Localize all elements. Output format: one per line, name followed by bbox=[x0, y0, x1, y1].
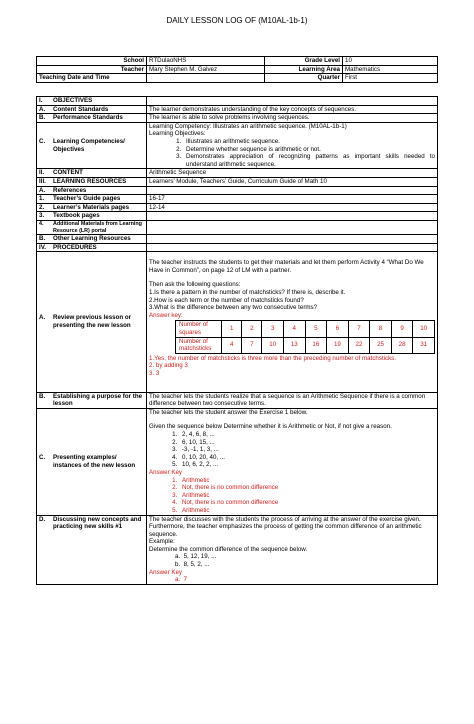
discussion-text: Furthermore, the teacher emphasizes the process of getting the common difference of an arithmetic sequence. bbox=[149, 523, 422, 538]
content-standards-row bbox=[37, 105, 438, 114]
squares-row bbox=[176, 321, 435, 337]
squares-cell: 9 bbox=[391, 321, 413, 337]
procedures-row bbox=[37, 243, 438, 252]
review-answer: 2. by adding 3 bbox=[149, 362, 188, 370]
references-label: References bbox=[53, 186, 87, 194]
discussion-item: b. 8, 5, 2, ... bbox=[175, 561, 210, 569]
exercise-answer: 1. Arithmetic bbox=[179, 477, 435, 485]
area-value: Mathematics bbox=[343, 65, 438, 74]
procedures-label: PROCEDURES bbox=[53, 243, 97, 251]
purpose-text: The teacher lets the students realize that a sequence is an Arithmetic Sequence if there is a common difference between two consecutive terms. bbox=[147, 392, 438, 408]
textbook-label: Textbook pages bbox=[53, 212, 100, 220]
learners-materials-row bbox=[37, 203, 438, 212]
header-row-teacher bbox=[37, 65, 438, 74]
additional-materials-text bbox=[147, 220, 438, 234]
squares-cell: 4 bbox=[284, 321, 306, 337]
exercise-answer: 4. Not, there is no common difference bbox=[179, 499, 435, 507]
other-resources-row bbox=[37, 235, 438, 244]
content-num: II. bbox=[39, 169, 45, 177]
lesson-table bbox=[36, 96, 438, 585]
matchsticks-cell: 13 bbox=[284, 337, 306, 353]
competency-line: Learning Competency: Illustrates an arithmetic sequence. (M10AL-1b-1) bbox=[149, 122, 347, 130]
discussion-example: Example: bbox=[149, 538, 175, 546]
review-label: Review previous lesson or presenting the new lesson bbox=[53, 314, 132, 329]
discussion-prompt: Determine the common difference of the sequence below. bbox=[149, 545, 308, 553]
grade-label: Grade Level bbox=[265, 57, 343, 66]
discussion-cell bbox=[147, 515, 438, 584]
procedures-num: IV. bbox=[39, 243, 46, 251]
examples-intro: The teacher lets the student answer the Exercise 1 below. bbox=[149, 408, 308, 416]
exercise-list bbox=[149, 431, 435, 469]
textbook-row bbox=[37, 212, 438, 221]
textbook-key: 3. bbox=[39, 212, 45, 220]
review-ask: Then ask the following questions: bbox=[149, 281, 241, 289]
school-value: RTDulaoNHS bbox=[147, 57, 265, 66]
matchsticks-cell: 4 bbox=[222, 337, 242, 353]
exercise-item: 2. 6, 10, 15, ... bbox=[179, 439, 435, 447]
matchsticks-cell: 7 bbox=[242, 337, 262, 353]
additional-materials-label: Additional Materials from Learning Resource (LR) portal bbox=[53, 220, 142, 234]
content-label: CONTENT bbox=[53, 169, 83, 177]
objective-item: 2. Determine whether sequence is arithmetic or not. bbox=[183, 146, 435, 154]
references-row bbox=[37, 186, 438, 195]
purpose-key: B. bbox=[39, 392, 46, 400]
squares-cell: 8 bbox=[370, 321, 392, 337]
review-question: 2.How is each term or the number of matchsticks found? bbox=[149, 296, 304, 304]
discussion-item: a. 5, 12, 19, ... bbox=[175, 553, 217, 561]
exercise-answer: 3. Arithmetic bbox=[179, 492, 435, 500]
matchsticks-cell: 16 bbox=[305, 337, 327, 353]
squares-cell: 3 bbox=[262, 321, 284, 337]
page-title: DAILY LESSON LOG OF (M10AL-1b-1) bbox=[166, 16, 308, 25]
objectives-row bbox=[37, 97, 438, 106]
squares-cell: 2 bbox=[242, 321, 262, 337]
answer-key-label: Answer key: bbox=[149, 311, 183, 319]
matchsticks-label: Number of matchsticks bbox=[176, 337, 222, 353]
learners-materials-label: Learner’s Materials pages bbox=[53, 203, 130, 211]
matchsticks-cell: 28 bbox=[391, 337, 413, 353]
exercise-answer: 2. Not, there is no common difference bbox=[179, 484, 435, 492]
date-value bbox=[147, 74, 265, 83]
other-resources-key: B. bbox=[39, 235, 46, 243]
exercise-item: 1. 2, 4, 6, 8, ... bbox=[179, 431, 435, 439]
teachers-guide-label: Teacher’s Guide pages bbox=[53, 195, 121, 203]
grade-value: 10 bbox=[343, 57, 438, 66]
squares-cell: 10 bbox=[413, 321, 435, 337]
date-label: Teaching Date and Time bbox=[37, 74, 147, 83]
quarter-value: First bbox=[343, 74, 438, 83]
examples-cell bbox=[147, 408, 438, 515]
content-row bbox=[37, 169, 438, 178]
objectives-list bbox=[149, 138, 435, 168]
competencies-label: Learning Competencies/ Objectives bbox=[53, 137, 125, 153]
competencies-key: C. bbox=[39, 137, 46, 145]
references-key: A. bbox=[39, 186, 46, 194]
discussion-key-label: Answer Key bbox=[149, 568, 183, 576]
other-resources-text bbox=[147, 235, 438, 244]
resources-row bbox=[37, 177, 438, 186]
content-text: Arithmetic Sequence bbox=[147, 169, 438, 178]
examples-key-label: Answer Key bbox=[149, 468, 183, 476]
discussion-label: Discussing new concepts and practicing new skills #1 bbox=[53, 515, 142, 531]
squares-label: Number of squares bbox=[176, 321, 222, 337]
resources-label: LEARNING RESOURCES bbox=[53, 177, 127, 185]
quarter-label: Quarter bbox=[265, 74, 343, 83]
school-label: School bbox=[37, 57, 147, 66]
additional-materials-row bbox=[37, 220, 438, 234]
competencies-row bbox=[37, 122, 438, 169]
discussion-item-text: 5, 12, 19, ... bbox=[183, 553, 217, 561]
exercise-answers bbox=[149, 477, 435, 515]
learners-materials-pages: 12-14 bbox=[147, 203, 438, 212]
header-row-date bbox=[37, 74, 438, 83]
competencies-cell bbox=[147, 122, 438, 169]
objectives-intro: Learning Objectives: bbox=[149, 130, 206, 138]
area-label: Learning Area bbox=[265, 65, 343, 74]
examples-key: C. bbox=[39, 454, 46, 462]
examples-row bbox=[37, 408, 438, 515]
exercise-item: 3. -3, -1, 1, 3, ... bbox=[179, 446, 435, 454]
review-cell bbox=[147, 252, 438, 392]
examples-given: Given the sequence below Determine whether it is Arithmetic or Not, if not give a reason. bbox=[149, 423, 392, 431]
exercise-answer: 5. Arithmetic bbox=[179, 507, 435, 515]
review-answer: 3. 3 bbox=[149, 370, 160, 377]
performance-standards-key: B. bbox=[39, 114, 46, 122]
matchsticks-cell: 25 bbox=[370, 337, 392, 353]
objectives-heading bbox=[37, 97, 147, 106]
header-row-school bbox=[37, 57, 438, 66]
matchsticks-cell: 19 bbox=[327, 337, 349, 353]
discussion-item-text: 8, 5, 2, ... bbox=[183, 561, 210, 569]
resources-num: III. bbox=[39, 177, 46, 185]
discussion-answer: a. 7 bbox=[175, 576, 188, 584]
discussion-row bbox=[37, 515, 438, 584]
review-intro: The teacher instructs the students to get their materials and let them perform Activity 4 “What Do We Have in Common”, on page 12 of LM with a partner. bbox=[149, 259, 424, 274]
review-key: A. bbox=[39, 314, 46, 322]
discussion-answer-text: 7 bbox=[183, 576, 188, 584]
content-standards-key: A. bbox=[39, 105, 46, 113]
additional-materials-key: 4. bbox=[39, 220, 44, 227]
performance-standards-label: Performance Standards bbox=[53, 114, 123, 122]
purpose-row bbox=[37, 392, 438, 408]
teachers-guide-pages: 16-17 bbox=[147, 195, 438, 204]
review-question: 1.Is there a pattern in the number of matchsticks? If there is, describe it. bbox=[149, 289, 346, 297]
resources-text: Learners’ Module, Teachers’ Guide, Curriculum Guide of Math 10 bbox=[147, 177, 438, 186]
matchsticks-cell: 10 bbox=[262, 337, 284, 353]
performance-standards-row bbox=[37, 114, 438, 123]
squares-cell: 1 bbox=[222, 321, 242, 337]
review-question: 3.What is the difference between any two consecutive terms? bbox=[149, 304, 318, 312]
teachers-guide-key: 1. bbox=[39, 195, 45, 203]
objectives-num: I. bbox=[39, 97, 43, 104]
review-answer: 1.Yes, the number of matchsticks is three more than the preceding number of matchsticks. bbox=[149, 354, 397, 362]
header-table bbox=[36, 56, 438, 83]
textbook-pages bbox=[147, 212, 438, 221]
content-standards-label: Content Standards bbox=[53, 105, 109, 113]
exercise-item: 4. 0, 10, 20, 40, ... bbox=[179, 454, 435, 462]
matchstick-table bbox=[175, 320, 435, 353]
matchsticks-cell: 31 bbox=[413, 337, 435, 353]
content-standards-text: The learner demonstrates understanding of the key concepts of sequences. bbox=[147, 105, 438, 114]
objective-item: 3. Demonstrates appreciation of recognizing patterns as important skills needed to understand arithmetic sequence. bbox=[183, 153, 435, 168]
learners-materials-key: 2. bbox=[39, 203, 45, 211]
other-resources-label: Other Learning Resources bbox=[53, 235, 131, 243]
exercise-item: 5. 10, 6, 2, 2, ... bbox=[179, 461, 435, 469]
review-row bbox=[37, 252, 438, 392]
objectives-label: OBJECTIVES bbox=[53, 97, 93, 104]
objective-item: 1. Illustrates an arithmetic sequence. bbox=[183, 138, 435, 146]
discussion-key: D. bbox=[39, 515, 46, 523]
purpose-label: Establishing a purpose for the lesson bbox=[53, 392, 143, 408]
squares-cell: 5 bbox=[305, 321, 327, 337]
squares-cell: 7 bbox=[348, 321, 370, 337]
teacher-label: Teacher bbox=[37, 65, 147, 74]
matchsticks-row bbox=[176, 337, 435, 353]
examples-label: Presenting examples/ instances of the new lesson bbox=[53, 454, 136, 469]
matchsticks-cell: 22 bbox=[348, 337, 370, 353]
teachers-guide-row bbox=[37, 195, 438, 204]
teacher-value: Mary Stephen M. Galvez bbox=[147, 65, 265, 74]
squares-cell: 6 bbox=[327, 321, 349, 337]
performance-standards-text: The learner is able to solve problems involving sequences. bbox=[147, 114, 438, 123]
discussion-text: The teacher discusses with the students the process of arriving at the answer of the exercise given. bbox=[149, 515, 421, 523]
